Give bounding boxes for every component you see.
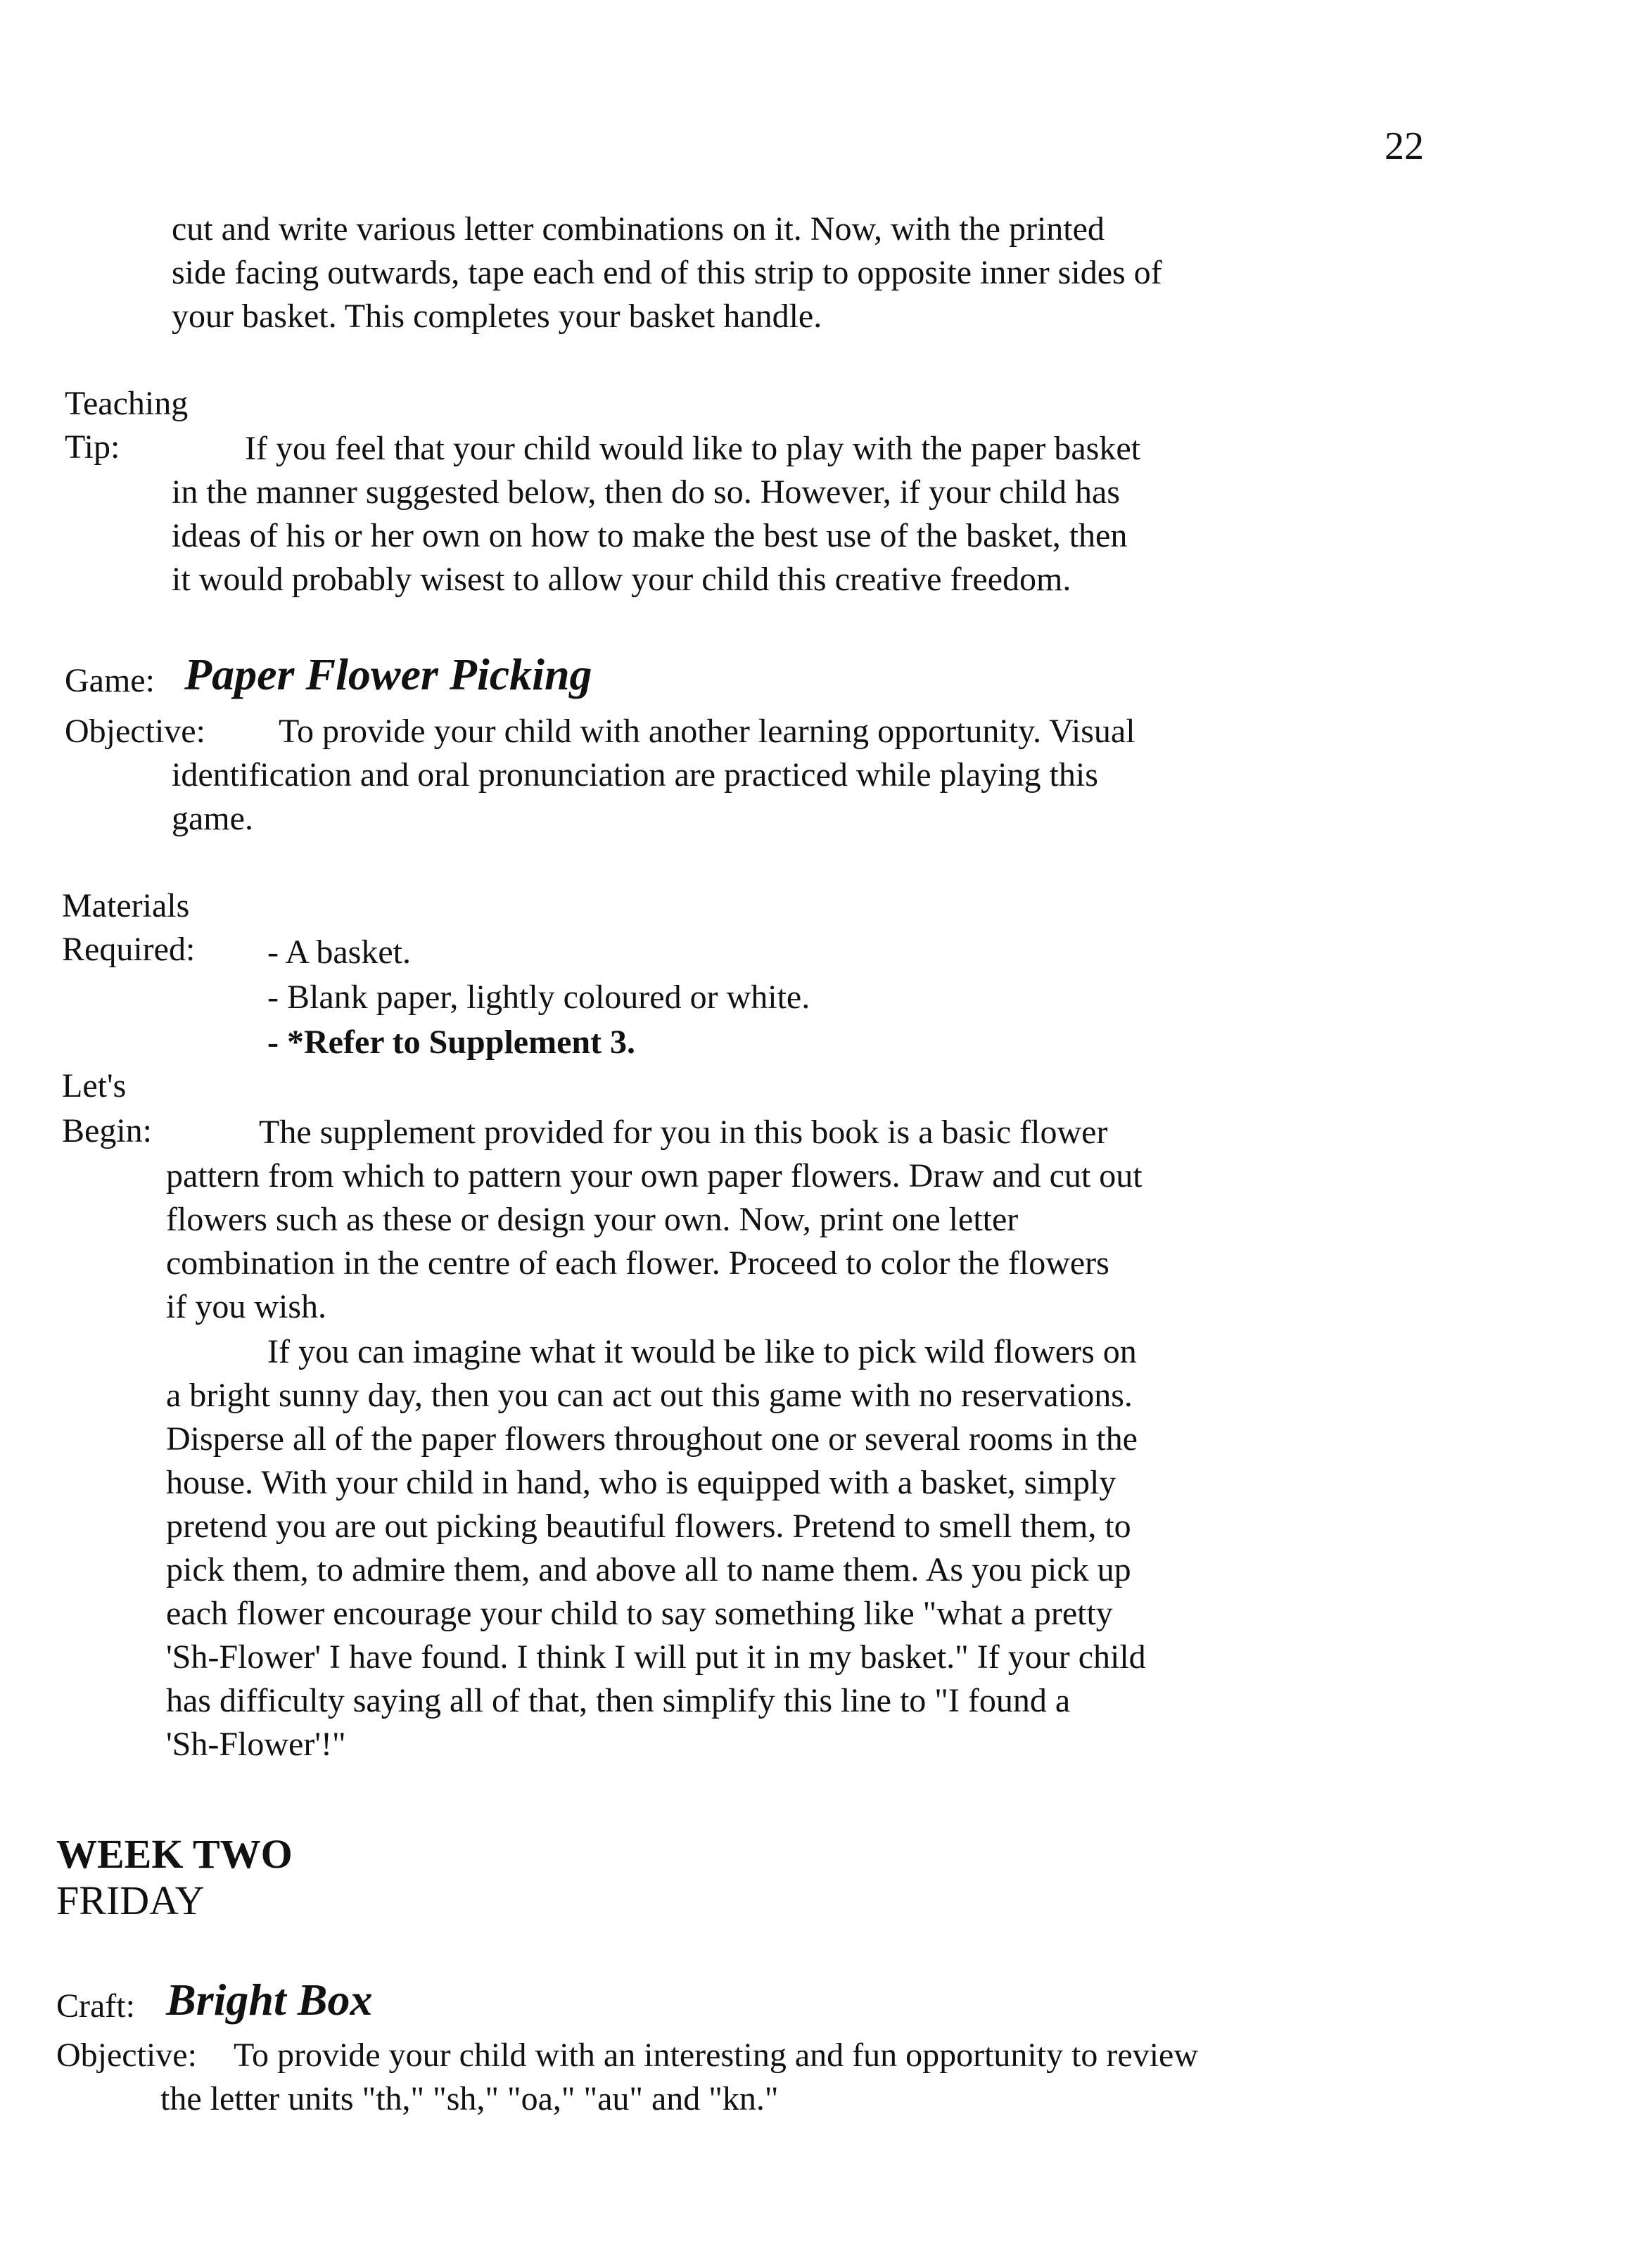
materials-item-3: - *Refer to Supplement 3. bbox=[267, 1024, 636, 1061]
game-objective-line-2: identification and oral pronunciation are practiced while playing this bbox=[172, 756, 1098, 794]
week-day: FRIDAY bbox=[56, 1878, 205, 1923]
game-objective-line-1: To provide your child with another learning opportunity. Visual bbox=[279, 713, 1135, 750]
teaching-tip-label-line1: Teaching bbox=[65, 385, 189, 422]
begin-line-3: flowers such as these or design your own. Now, print one letter bbox=[166, 1201, 1019, 1238]
begin-line-9: house. With your child in hand, who is equipped with a basket, simply bbox=[166, 1464, 1116, 1501]
materials-label-line1: Materials bbox=[62, 887, 190, 924]
game-title: Paper Flower Picking bbox=[184, 649, 592, 699]
begin-line-4: combination in the centre of each flower. Proceed to color the flowers bbox=[166, 1244, 1109, 1282]
materials-label-line2: Required: bbox=[62, 931, 196, 968]
teaching-tip-line-4: it would probably wisest to allow your child this creative freedom. bbox=[172, 561, 1071, 598]
begin-line-15: 'Sh-Flower'!" bbox=[166, 1726, 346, 1763]
teaching-tip-label-line2: Tip: bbox=[65, 428, 120, 466]
begin-line-2: pattern from which to pattern your own paper flowers. Draw and cut out bbox=[166, 1157, 1143, 1194]
teaching-tip-line-1: If you feel that your child would like to play with the paper basket bbox=[245, 430, 1140, 467]
begin-line-12: each flower encourage your child to say something like "what a pretty bbox=[166, 1595, 1113, 1632]
intro-line-1: cut and write various letter combinations on it. Now, with the printed bbox=[172, 210, 1105, 248]
game-objective-line-3: game. bbox=[172, 800, 253, 837]
begin-line-10: pretend you are out picking beautiful flowers. Pretend to smell them, to bbox=[166, 1508, 1131, 1545]
begin-line-8: Disperse all of the paper flowers throughout one or several rooms in the bbox=[166, 1420, 1138, 1458]
materials-item-2: - Blank paper, lightly coloured or white. bbox=[267, 979, 810, 1016]
begin-line-5: if you wish. bbox=[166, 1288, 326, 1325]
game-objective-label: Objective: bbox=[65, 713, 205, 750]
begin-line-14: has difficulty saying all of that, then simplify this line to "I found a bbox=[166, 1682, 1071, 1719]
begin-label-line2: Begin: bbox=[62, 1112, 152, 1149]
craft-objective-line-1: To provide your child with an interesting and fun opportunity to review bbox=[234, 2037, 1199, 2074]
begin-line-7: a bright sunny day, then you can act out this game with no reservations. bbox=[166, 1377, 1133, 1414]
craft-objective-line-2: the letter units "th," "sh," "oa," "au" and "kn." bbox=[160, 2080, 779, 2117]
teaching-tip-line-2: in the manner suggested below, then do so. However, if your child has bbox=[172, 473, 1120, 511]
craft-objective-label: Objective: bbox=[56, 2037, 197, 2074]
craft-title: Bright Box bbox=[166, 1975, 373, 2025]
begin-line-11: pick them, to admire them, and above all to name them. As you pick up bbox=[166, 1551, 1131, 1588]
begin-line-1: The supplement provided for you in this book is a basic flower bbox=[259, 1114, 1108, 1151]
intro-line-3: your basket. This completes your basket handle. bbox=[172, 298, 822, 335]
materials-item-1: - A basket. bbox=[267, 934, 411, 971]
game-label: Game: bbox=[65, 662, 155, 699]
teaching-tip-line-3: ideas of his or her own on how to make the best use of the basket, then bbox=[172, 517, 1128, 554]
intro-line-2: side facing outwards, tape each end of this strip to opposite inner sides of bbox=[172, 254, 1162, 291]
craft-label: Craft: bbox=[56, 1987, 135, 2025]
page-number: 22 bbox=[1385, 125, 1424, 168]
week-heading: WEEK TWO bbox=[56, 1831, 293, 1877]
begin-line-13: 'Sh-Flower' I have found. I think I will put it in my basket." If your child bbox=[166, 1638, 1146, 1676]
begin-line-6: If you can imagine what it would be like to pick wild flowers on bbox=[267, 1333, 1137, 1370]
begin-label-line1: Let's bbox=[62, 1067, 127, 1104]
